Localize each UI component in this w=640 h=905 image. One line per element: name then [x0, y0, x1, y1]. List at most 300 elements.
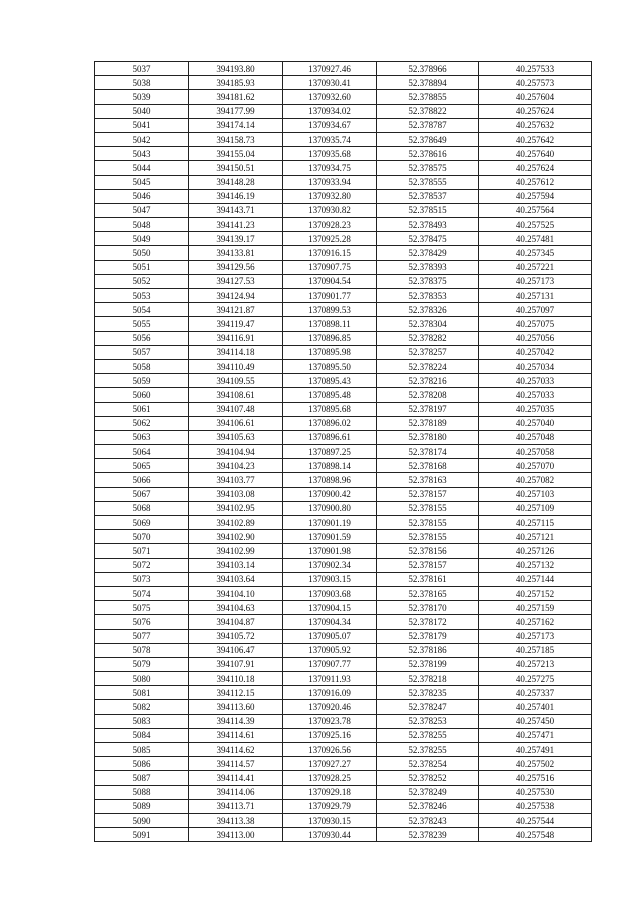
x-coordinate-cell: 394108.61	[189, 388, 283, 402]
y-coordinate-cell: 1370929.18	[283, 785, 377, 799]
point-number-cell: 5076	[95, 615, 189, 629]
y-coordinate-cell: 1370905.07	[283, 629, 377, 643]
y-coordinate-cell: 1370895.43	[283, 374, 377, 388]
y-coordinate-cell: 1370925.28	[283, 232, 377, 246]
x-coordinate-cell: 394103.64	[189, 572, 283, 586]
latitude-cell: 52.378224	[377, 359, 479, 373]
x-coordinate-cell: 394102.95	[189, 501, 283, 515]
y-coordinate-cell: 1370898.11	[283, 317, 377, 331]
latitude-cell: 52.378216	[377, 374, 479, 388]
x-coordinate-cell: 394104.63	[189, 601, 283, 615]
table-row	[95, 544, 592, 558]
longitude-cell: 40.257034	[479, 359, 592, 373]
table-row	[95, 62, 592, 76]
longitude-cell: 40.257048	[479, 430, 592, 444]
table-row	[95, 728, 592, 742]
table-row	[95, 289, 592, 303]
table-row	[95, 757, 592, 771]
longitude-cell: 40.257042	[479, 345, 592, 359]
latitude-cell: 52.378208	[377, 388, 479, 402]
latitude-cell: 52.378475	[377, 232, 479, 246]
y-coordinate-cell: 1370935.68	[283, 147, 377, 161]
latitude-cell: 52.378855	[377, 90, 479, 104]
x-coordinate-cell: 394114.61	[189, 728, 283, 742]
x-coordinate-cell: 394104.87	[189, 615, 283, 629]
point-number-cell: 5040	[95, 104, 189, 118]
point-number-cell: 5090	[95, 813, 189, 827]
point-number-cell: 5061	[95, 402, 189, 416]
y-coordinate-cell: 1370927.27	[283, 757, 377, 771]
point-number-cell: 5052	[95, 274, 189, 288]
latitude-cell: 52.378197	[377, 402, 479, 416]
longitude-cell: 40.257185	[479, 643, 592, 657]
latitude-cell: 52.378155	[377, 516, 479, 530]
latitude-cell: 52.378282	[377, 331, 479, 345]
table-row	[95, 76, 592, 90]
longitude-cell: 40.257033	[479, 374, 592, 388]
table-row	[95, 90, 592, 104]
x-coordinate-cell: 394110.49	[189, 359, 283, 373]
x-coordinate-cell: 394121.87	[189, 303, 283, 317]
x-coordinate-cell: 394114.39	[189, 714, 283, 728]
x-coordinate-cell: 394104.94	[189, 445, 283, 459]
x-coordinate-cell: 394113.71	[189, 799, 283, 813]
table-row	[95, 643, 592, 657]
longitude-cell: 40.257035	[479, 402, 592, 416]
x-coordinate-cell: 394124.94	[189, 289, 283, 303]
x-coordinate-cell: 394104.23	[189, 459, 283, 473]
y-coordinate-cell: 1370933.94	[283, 175, 377, 189]
point-number-cell: 5046	[95, 189, 189, 203]
table-row	[95, 203, 592, 217]
latitude-cell: 52.378429	[377, 246, 479, 260]
latitude-cell: 52.378186	[377, 643, 479, 657]
point-number-cell: 5079	[95, 657, 189, 671]
latitude-cell: 52.378161	[377, 572, 479, 586]
y-coordinate-cell: 1370916.09	[283, 686, 377, 700]
latitude-cell: 52.378515	[377, 203, 479, 217]
longitude-cell: 40.257213	[479, 657, 592, 671]
y-coordinate-cell: 1370898.96	[283, 473, 377, 487]
table-row	[95, 473, 592, 487]
table-row	[95, 700, 592, 714]
point-number-cell: 5066	[95, 473, 189, 487]
y-coordinate-cell: 1370923.78	[283, 714, 377, 728]
y-coordinate-cell: 1370929.79	[283, 799, 377, 813]
y-coordinate-cell: 1370902.34	[283, 558, 377, 572]
coordinates-table-body	[95, 62, 592, 842]
x-coordinate-cell: 394106.61	[189, 416, 283, 430]
latitude-cell: 52.378257	[377, 345, 479, 359]
longitude-cell: 40.257491	[479, 743, 592, 757]
longitude-cell: 40.257544	[479, 813, 592, 827]
table-row	[95, 189, 592, 203]
table-row	[95, 317, 592, 331]
point-number-cell: 5087	[95, 771, 189, 785]
point-number-cell: 5073	[95, 572, 189, 586]
latitude-cell: 52.378172	[377, 615, 479, 629]
x-coordinate-cell: 394102.90	[189, 530, 283, 544]
table-row	[95, 274, 592, 288]
latitude-cell: 52.378493	[377, 218, 479, 232]
latitude-cell: 52.378235	[377, 686, 479, 700]
x-coordinate-cell: 394110.18	[189, 672, 283, 686]
y-coordinate-cell: 1370916.15	[283, 246, 377, 260]
point-number-cell: 5041	[95, 118, 189, 132]
y-coordinate-cell: 1370930.44	[283, 828, 377, 842]
point-number-cell: 5043	[95, 147, 189, 161]
x-coordinate-cell: 394102.99	[189, 544, 283, 558]
longitude-cell: 40.257115	[479, 516, 592, 530]
longitude-cell: 40.257612	[479, 175, 592, 189]
longitude-cell: 40.257132	[479, 558, 592, 572]
latitude-cell: 52.378326	[377, 303, 479, 317]
y-coordinate-cell: 1370934.02	[283, 104, 377, 118]
point-number-cell: 5081	[95, 686, 189, 700]
point-number-cell: 5063	[95, 430, 189, 444]
y-coordinate-cell: 1370901.59	[283, 530, 377, 544]
latitude-cell: 52.378199	[377, 657, 479, 671]
table-row	[95, 558, 592, 572]
y-coordinate-cell: 1370928.25	[283, 771, 377, 785]
longitude-cell: 40.257075	[479, 317, 592, 331]
x-coordinate-cell: 394114.57	[189, 757, 283, 771]
y-coordinate-cell: 1370930.15	[283, 813, 377, 827]
table-row	[95, 416, 592, 430]
y-coordinate-cell: 1370905.92	[283, 643, 377, 657]
y-coordinate-cell: 1370930.41	[283, 76, 377, 90]
x-coordinate-cell: 394139.17	[189, 232, 283, 246]
y-coordinate-cell: 1370901.19	[283, 516, 377, 530]
x-coordinate-cell: 394177.99	[189, 104, 283, 118]
x-coordinate-cell: 394193.80	[189, 62, 283, 76]
longitude-cell: 40.257040	[479, 416, 592, 430]
table-row	[95, 601, 592, 615]
y-coordinate-cell: 1370926.56	[283, 743, 377, 757]
y-coordinate-cell: 1370911.93	[283, 672, 377, 686]
point-number-cell: 5058	[95, 359, 189, 373]
latitude-cell: 52.378822	[377, 104, 479, 118]
y-coordinate-cell: 1370903.15	[283, 572, 377, 586]
table-row	[95, 331, 592, 345]
point-number-cell: 5038	[95, 76, 189, 90]
table-row	[95, 430, 592, 444]
point-number-cell: 5039	[95, 90, 189, 104]
table-row	[95, 828, 592, 842]
longitude-cell: 40.257159	[479, 601, 592, 615]
longitude-cell: 40.257624	[479, 104, 592, 118]
x-coordinate-cell: 394112.15	[189, 686, 283, 700]
latitude-cell: 52.378375	[377, 274, 479, 288]
table-row	[95, 118, 592, 132]
x-coordinate-cell: 394181.62	[189, 90, 283, 104]
longitude-cell: 40.257275	[479, 672, 592, 686]
table-row	[95, 813, 592, 827]
point-number-cell: 5082	[95, 700, 189, 714]
point-number-cell: 5077	[95, 629, 189, 643]
longitude-cell: 40.257126	[479, 544, 592, 558]
table-row	[95, 530, 592, 544]
point-number-cell: 5078	[95, 643, 189, 657]
longitude-cell: 40.257533	[479, 62, 592, 76]
longitude-cell: 40.257530	[479, 785, 592, 799]
y-coordinate-cell: 1370898.14	[283, 459, 377, 473]
x-coordinate-cell: 394105.63	[189, 430, 283, 444]
longitude-cell: 40.257070	[479, 459, 592, 473]
latitude-cell: 52.378239	[377, 828, 479, 842]
x-coordinate-cell: 394107.48	[189, 402, 283, 416]
point-number-cell: 5064	[95, 445, 189, 459]
longitude-cell: 40.257516	[479, 771, 592, 785]
x-coordinate-cell: 394114.62	[189, 743, 283, 757]
longitude-cell: 40.257548	[479, 828, 592, 842]
longitude-cell: 40.257058	[479, 445, 592, 459]
longitude-cell: 40.257538	[479, 799, 592, 813]
y-coordinate-cell: 1370895.48	[283, 388, 377, 402]
point-number-cell: 5047	[95, 203, 189, 217]
x-coordinate-cell: 394150.51	[189, 161, 283, 175]
y-coordinate-cell: 1370920.46	[283, 700, 377, 714]
x-coordinate-cell: 394114.41	[189, 771, 283, 785]
latitude-cell: 52.378249	[377, 785, 479, 799]
point-number-cell: 5083	[95, 714, 189, 728]
longitude-cell: 40.257564	[479, 203, 592, 217]
longitude-cell: 40.257103	[479, 487, 592, 501]
x-coordinate-cell: 394143.71	[189, 203, 283, 217]
point-number-cell: 5068	[95, 501, 189, 515]
y-coordinate-cell: 1370930.82	[283, 203, 377, 217]
y-coordinate-cell: 1370900.80	[283, 501, 377, 515]
table-row	[95, 572, 592, 586]
y-coordinate-cell: 1370900.42	[283, 487, 377, 501]
x-coordinate-cell: 394129.56	[189, 260, 283, 274]
longitude-cell: 40.257401	[479, 700, 592, 714]
latitude-cell: 52.378157	[377, 487, 479, 501]
longitude-cell: 40.257481	[479, 232, 592, 246]
latitude-cell: 52.378218	[377, 672, 479, 686]
point-number-cell: 5067	[95, 487, 189, 501]
longitude-cell: 40.257632	[479, 118, 592, 132]
latitude-cell: 52.378966	[377, 62, 479, 76]
latitude-cell: 52.378243	[377, 813, 479, 827]
y-coordinate-cell: 1370925.16	[283, 728, 377, 742]
y-coordinate-cell: 1370896.02	[283, 416, 377, 430]
y-coordinate-cell: 1370904.54	[283, 274, 377, 288]
latitude-cell: 52.378555	[377, 175, 479, 189]
longitude-cell: 40.257109	[479, 501, 592, 515]
point-number-cell: 5037	[95, 62, 189, 76]
latitude-cell: 52.378253	[377, 714, 479, 728]
table-row	[95, 104, 592, 118]
point-number-cell: 5071	[95, 544, 189, 558]
point-number-cell: 5080	[95, 672, 189, 686]
x-coordinate-cell: 394158.73	[189, 132, 283, 146]
coordinates-table	[94, 61, 592, 842]
longitude-cell: 40.257642	[479, 132, 592, 146]
x-coordinate-cell: 394103.08	[189, 487, 283, 501]
latitude-cell: 52.378246	[377, 799, 479, 813]
longitude-cell: 40.257640	[479, 147, 592, 161]
x-coordinate-cell: 394141.23	[189, 218, 283, 232]
latitude-cell: 52.378179	[377, 629, 479, 643]
table-row	[95, 175, 592, 189]
table-row	[95, 260, 592, 274]
table-row	[95, 501, 592, 515]
table-row	[95, 785, 592, 799]
latitude-cell: 52.378255	[377, 728, 479, 742]
y-coordinate-cell: 1370934.75	[283, 161, 377, 175]
latitude-cell: 52.378247	[377, 700, 479, 714]
y-coordinate-cell: 1370899.53	[283, 303, 377, 317]
x-coordinate-cell: 394107.91	[189, 657, 283, 671]
table-row	[95, 147, 592, 161]
x-coordinate-cell: 394109.55	[189, 374, 283, 388]
longitude-cell: 40.257131	[479, 289, 592, 303]
x-coordinate-cell: 394113.38	[189, 813, 283, 827]
y-coordinate-cell: 1370896.61	[283, 430, 377, 444]
latitude-cell: 52.378189	[377, 416, 479, 430]
x-coordinate-cell: 394113.00	[189, 828, 283, 842]
latitude-cell: 52.378155	[377, 501, 479, 515]
y-coordinate-cell: 1370896.85	[283, 331, 377, 345]
point-number-cell: 5088	[95, 785, 189, 799]
table-row	[95, 402, 592, 416]
longitude-cell: 40.257162	[479, 615, 592, 629]
latitude-cell: 52.378353	[377, 289, 479, 303]
x-coordinate-cell: 394103.77	[189, 473, 283, 487]
longitude-cell: 40.257502	[479, 757, 592, 771]
longitude-cell: 40.257152	[479, 586, 592, 600]
longitude-cell: 40.257573	[479, 76, 592, 90]
point-number-cell: 5072	[95, 558, 189, 572]
x-coordinate-cell: 394133.81	[189, 246, 283, 260]
table-row	[95, 246, 592, 260]
point-number-cell: 5050	[95, 246, 189, 260]
point-number-cell: 5055	[95, 317, 189, 331]
table-row	[95, 714, 592, 728]
latitude-cell: 52.378255	[377, 743, 479, 757]
latitude-cell: 52.378157	[377, 558, 479, 572]
longitude-cell: 40.257594	[479, 189, 592, 203]
x-coordinate-cell: 394114.06	[189, 785, 283, 799]
x-coordinate-cell: 394127.53	[189, 274, 283, 288]
x-coordinate-cell: 394116.91	[189, 331, 283, 345]
x-coordinate-cell: 394106.47	[189, 643, 283, 657]
latitude-cell: 52.378155	[377, 530, 479, 544]
longitude-cell: 40.257033	[479, 388, 592, 402]
latitude-cell: 52.378254	[377, 757, 479, 771]
y-coordinate-cell: 1370901.98	[283, 544, 377, 558]
y-coordinate-cell: 1370895.68	[283, 402, 377, 416]
point-number-cell: 5085	[95, 743, 189, 757]
table-row	[95, 686, 592, 700]
point-number-cell: 5069	[95, 516, 189, 530]
y-coordinate-cell: 1370928.23	[283, 218, 377, 232]
y-coordinate-cell: 1370907.75	[283, 260, 377, 274]
point-number-cell: 5075	[95, 601, 189, 615]
latitude-cell: 52.378163	[377, 473, 479, 487]
longitude-cell: 40.257121	[479, 530, 592, 544]
table-row	[95, 743, 592, 757]
longitude-cell: 40.257221	[479, 260, 592, 274]
latitude-cell: 52.378180	[377, 430, 479, 444]
y-coordinate-cell: 1370904.15	[283, 601, 377, 615]
table-row	[95, 303, 592, 317]
point-number-cell: 5042	[95, 132, 189, 146]
point-number-cell: 5044	[95, 161, 189, 175]
y-coordinate-cell: 1370895.98	[283, 345, 377, 359]
y-coordinate-cell: 1370901.77	[283, 289, 377, 303]
y-coordinate-cell: 1370903.68	[283, 586, 377, 600]
latitude-cell: 52.378787	[377, 118, 479, 132]
point-number-cell: 5084	[95, 728, 189, 742]
point-number-cell: 5089	[95, 799, 189, 813]
longitude-cell: 40.257525	[479, 218, 592, 232]
latitude-cell: 52.378165	[377, 586, 479, 600]
table-row	[95, 459, 592, 473]
latitude-cell: 52.378252	[377, 771, 479, 785]
longitude-cell: 40.257082	[479, 473, 592, 487]
point-number-cell: 5049	[95, 232, 189, 246]
y-coordinate-cell: 1370927.46	[283, 62, 377, 76]
y-coordinate-cell: 1370897.25	[283, 445, 377, 459]
table-row	[95, 132, 592, 146]
point-number-cell: 5057	[95, 345, 189, 359]
table-row	[95, 771, 592, 785]
latitude-cell: 52.378304	[377, 317, 479, 331]
x-coordinate-cell: 394113.60	[189, 700, 283, 714]
table-row	[95, 487, 592, 501]
x-coordinate-cell: 394185.93	[189, 76, 283, 90]
longitude-cell: 40.257471	[479, 728, 592, 742]
point-number-cell: 5048	[95, 218, 189, 232]
x-coordinate-cell: 394103.14	[189, 558, 283, 572]
latitude-cell: 52.378575	[377, 161, 479, 175]
x-coordinate-cell: 394148.28	[189, 175, 283, 189]
latitude-cell: 52.378156	[377, 544, 479, 558]
table-row	[95, 232, 592, 246]
y-coordinate-cell: 1370934.67	[283, 118, 377, 132]
table-row	[95, 161, 592, 175]
point-number-cell: 5074	[95, 586, 189, 600]
table-row	[95, 374, 592, 388]
y-coordinate-cell: 1370907.77	[283, 657, 377, 671]
table-row	[95, 672, 592, 686]
x-coordinate-cell: 394105.72	[189, 629, 283, 643]
table-row	[95, 586, 592, 600]
latitude-cell: 52.378174	[377, 445, 479, 459]
table-row	[95, 388, 592, 402]
x-coordinate-cell: 394146.19	[189, 189, 283, 203]
y-coordinate-cell: 1370895.50	[283, 359, 377, 373]
point-number-cell: 5045	[95, 175, 189, 189]
longitude-cell: 40.257604	[479, 90, 592, 104]
point-number-cell: 5060	[95, 388, 189, 402]
longitude-cell: 40.257173	[479, 274, 592, 288]
point-number-cell: 5086	[95, 757, 189, 771]
latitude-cell: 52.378649	[377, 132, 479, 146]
y-coordinate-cell: 1370904.34	[283, 615, 377, 629]
latitude-cell: 52.378168	[377, 459, 479, 473]
point-number-cell: 5059	[95, 374, 189, 388]
x-coordinate-cell: 394104.10	[189, 586, 283, 600]
x-coordinate-cell: 394114.18	[189, 345, 283, 359]
x-coordinate-cell: 394102.89	[189, 516, 283, 530]
point-number-cell: 5070	[95, 530, 189, 544]
table-row	[95, 629, 592, 643]
table-row	[95, 445, 592, 459]
latitude-cell: 52.378170	[377, 601, 479, 615]
